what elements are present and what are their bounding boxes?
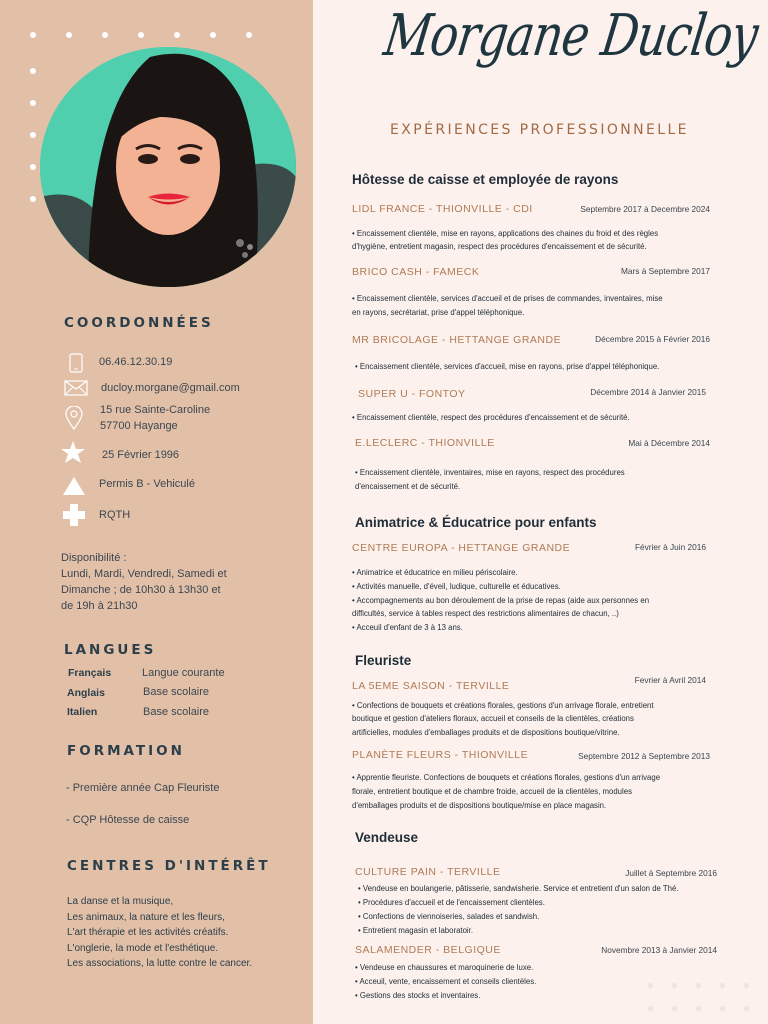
job-title: E.LECLERC - THIONVILLE: [355, 437, 495, 449]
job-desc-line: • Encaissement clientèle, inventaires, mise en rayons, respect des procédures: [355, 468, 625, 477]
formation-item: - CQP Hôtesse de caisse: [66, 814, 190, 826]
job-title: LA 5EME SAISON - TERVILLE: [352, 680, 510, 692]
interest-item: L'onglerie, la mode et l'esthétique.: [67, 943, 219, 954]
decorative-dot: [246, 32, 252, 38]
language-name: Italien: [67, 706, 98, 718]
decorative-dot: [138, 32, 144, 38]
profile-photo: [40, 47, 296, 287]
job-desc-line: • Encaissement clientèle, services d'accueil, mise en rayons, prise d'appel téléphonique.: [355, 362, 660, 371]
availability-line3: Dimanche ; de 10h30 à 13h30 et: [61, 584, 221, 596]
job-desc-line: boutique et gestion d'ateliers floraux, accueil et conseils de la clientèles, créations: [352, 714, 634, 723]
job-title: PLANÈTE FLEURS - THIONVILLE: [352, 749, 529, 761]
job-desc-line: • Encaissement clientèle, respect des procédures d'encaissement et de sécurité.: [352, 413, 630, 422]
mail-icon: [64, 377, 88, 399]
candidate-name: Morgane Ducloy: [380, 1, 762, 69]
interests-section-title: CENTRES D'INTÉRÊT: [67, 858, 271, 874]
decorative-dot: [648, 983, 653, 988]
job-title: LIDL FRANCE - THIONVILLE - CDI: [352, 203, 533, 215]
decorative-dot: [66, 32, 72, 38]
decorative-dot: [30, 132, 36, 138]
decorative-dot: [30, 164, 36, 170]
phone-icon: [64, 352, 88, 374]
job-desc-line: • Procédures d'accueil et de l'encaissement clientèles.: [358, 898, 545, 907]
job-desc-line: • Acceuil, vente, encaissement et conseils clientèles.: [355, 977, 537, 986]
phone-text: 06.46.12.30.19: [99, 356, 173, 368]
job-desc-line: d'emballages produits et de dispositions boutique/mise en place magasin.: [352, 801, 607, 810]
job-desc-line: • Encaissement clientèle, mise en rayons, applications des chaines du froid et des règles: [352, 229, 659, 238]
decorative-dot: [672, 983, 677, 988]
decorative-dot: [102, 32, 108, 38]
experience-category: Vendeuse: [355, 830, 419, 845]
formation-section-title: FORMATION: [67, 743, 185, 759]
decorative-dot: [30, 32, 36, 38]
contact-section-title: COORDONNÉES: [64, 315, 214, 331]
job-desc-line: • Animatrice et éducatrice en milieu périscolaire.: [352, 568, 518, 577]
job-title: CENTRE EUROPA - HETTANGE GRANDE: [352, 542, 571, 554]
job-desc-line: • Accompagnements au bon déroulement de la prise de repas (aide aux personnes en: [352, 596, 650, 605]
triangle-icon: [62, 475, 86, 497]
job-title: CULTURE PAIN - TERVILLE: [355, 866, 501, 878]
job-desc-line: • Confections de bouquets et créations florales, gestions d'un arrivage florale, entretient: [352, 701, 654, 710]
decorative-dot: [696, 983, 701, 988]
language-level: Base scolaire: [143, 686, 210, 698]
availability-line4: de 19h à 21h30: [61, 600, 138, 612]
decorative-dot: [720, 1006, 725, 1011]
interest-item: Les associations, la lutte contre le cancer.: [67, 958, 253, 969]
job-date: Mai à Décembre 2014: [628, 438, 710, 448]
job-date: Septembre 2012 à Septembre 2013: [578, 751, 710, 761]
interest-item: La danse et la musique,: [67, 896, 174, 907]
job-date: Décembre 2015 à Février 2016: [595, 334, 710, 344]
job-desc-line: • Confections de viennoiseries, salades et sandwish.: [358, 912, 540, 921]
job-desc-line: • Encaissement clientèle, services d'accueil et de prises de commandes, inventaires, mise: [352, 294, 663, 303]
job-date: Fevrier à Avril 2014: [634, 675, 706, 685]
job-desc-line: • Gestions des stocks et inventaires.: [355, 991, 481, 1000]
email-text: ducloy.morgane@gmail.com: [101, 382, 240, 394]
decorative-dot: [696, 1006, 701, 1011]
interest-item: L'art thérapie et les activités créatifs.: [67, 927, 229, 938]
job-desc-line: difficultés, service à tables respect des restrictions alimentaires de chacun, ..): [352, 609, 619, 618]
cross-icon: [62, 504, 86, 526]
job-desc-line: florale, entretient boutique et de chambre froide, accueil de la clientèles, modules: [352, 787, 632, 796]
job-desc-line: • Vendeuse en boulangerie, pâtisserie, sandwisherie. Service et entretient d'un salon de Thé.: [358, 884, 679, 893]
decorative-dot: [210, 32, 216, 38]
job-title: MR BRICOLAGE - HETTANGE GRANDE: [352, 334, 562, 346]
job-date: Décembre 2014 à Janvier 2015: [590, 387, 706, 397]
language-name: Français: [68, 667, 112, 679]
job-desc-line: artificielles, modules d'emballages produits et de dispositions boutique/vitrine.: [352, 728, 620, 737]
experience-section-title: EXPÉRIENCES PROFESSIONNELLE: [390, 122, 689, 138]
job-desc-line: d'hygiène, entretient magasin, respect des procédures d'encaissement et de sécurité.: [352, 242, 647, 251]
job-desc-line: • Vendeuse en chaussures et maroquinerie de luxe.: [355, 963, 534, 972]
job-desc-line: en rayons, secrétariat, prise d'appel téléphonique.: [352, 308, 525, 317]
job-date: Février à Juin 2016: [634, 542, 706, 552]
decorative-dot: [744, 983, 749, 988]
location-pin-icon: [62, 405, 86, 431]
job-date: Novembre 2013 à Janvier 2014: [601, 945, 717, 955]
job-desc-line: • Activités manuelle, d'éveil, ludique, culturelle et éducatives.: [352, 582, 561, 591]
job-title: BRICO CASH - FAMECK: [352, 266, 480, 278]
star-icon: [61, 441, 85, 463]
rqth-text: RQTH: [99, 509, 131, 521]
interest-item: Les animaux, la nature et les fleurs,: [67, 912, 225, 923]
job-desc-line: d'encaissement et de sécurité.: [355, 482, 461, 491]
decorative-dot: [648, 1006, 653, 1011]
decorative-dot: [744, 1006, 749, 1011]
address-line1: 15 rue Sainte-Caroline: [100, 404, 211, 416]
language-level: Base scolaire: [143, 706, 210, 718]
availability-line1: Disponibilité :: [61, 552, 127, 564]
license-text: Permis B - Vehiculé: [99, 478, 195, 490]
decorative-dot: [720, 983, 725, 988]
experience-category: Animatrice & Éducatrice pour enfants: [355, 515, 597, 530]
decorative-dot: [30, 100, 36, 106]
job-date: Septembre 2017 à Decembre 2024: [580, 204, 710, 214]
birthdate-text: 25 Février 1996: [102, 449, 180, 461]
decorative-dot: [30, 196, 36, 202]
job-date: Mars à Septembre 2017: [620, 266, 710, 276]
decorative-dot: [30, 68, 36, 74]
job-date: Juillet à Septembre 2016: [625, 868, 717, 878]
decorative-dot: [672, 1006, 677, 1011]
language-level: Langue courante: [142, 667, 225, 679]
job-desc-line: • Apprentie fleuriste. Confections de bouquets et créations florales, gestions d'un arrivage: [352, 773, 661, 782]
availability-line2: Lundi, Mardi, Vendredi, Samedi et: [61, 568, 227, 580]
job-title: SUPER U - FONTOY: [358, 388, 466, 400]
formation-item: - Première année Cap Fleuriste: [66, 782, 220, 794]
job-desc-line: • Acceuil d'enfant de 3 à 13 ans.: [352, 623, 463, 632]
language-name: Anglais: [67, 687, 105, 699]
decorative-dot: [174, 32, 180, 38]
experience-category: Fleuriste: [355, 653, 412, 668]
experience-category: Hôtesse de caisse et employée de rayons: [352, 172, 619, 187]
address-line2: 57700 Hayange: [100, 420, 178, 432]
languages-section-title: LANGUES: [64, 642, 157, 658]
job-title: SALAMENDER - BELGIQUE: [355, 944, 501, 956]
job-desc-line: • Entretient magasin et laboratoir.: [358, 926, 473, 935]
